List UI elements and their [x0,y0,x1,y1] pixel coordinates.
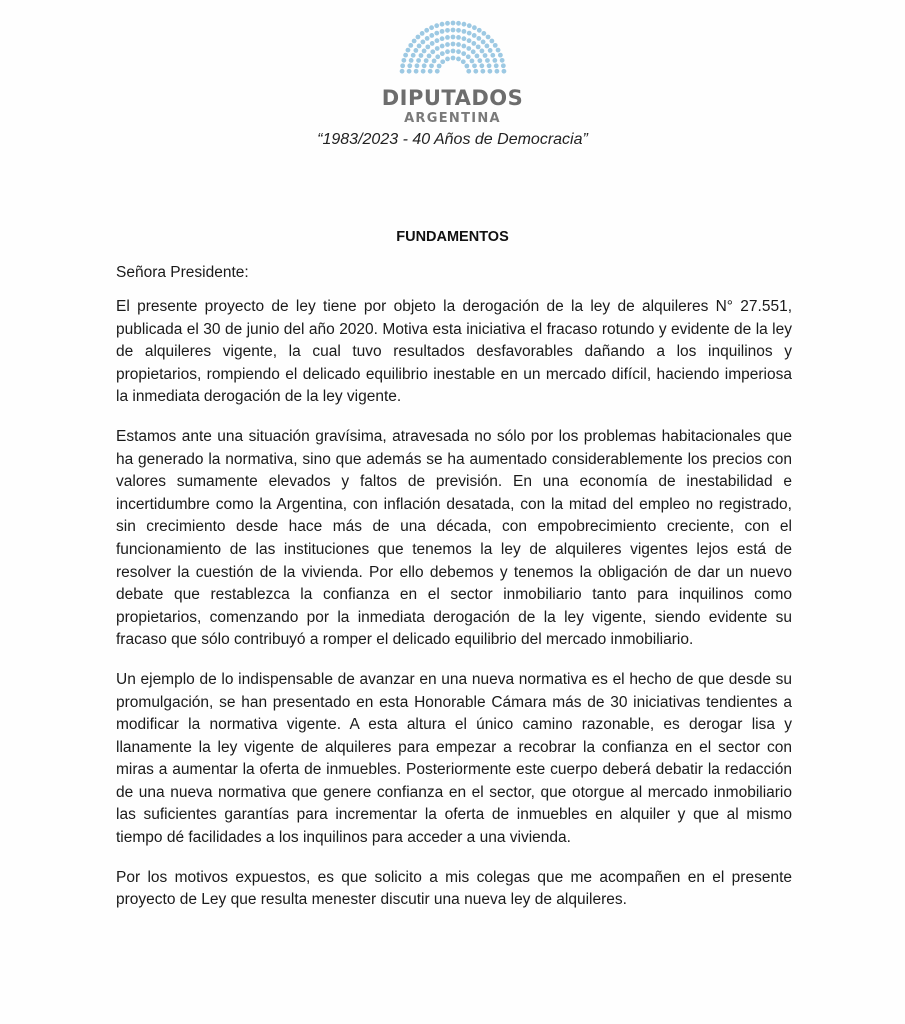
motto: “1983/2023 - 40 Años de Democracia” [317,131,588,148]
salutation: Señora Presidente: [116,264,249,281]
paragraph-2: Estamos ante una situación gravísima, atravesada no sólo por los problemas habitacionales que ha generado la normativa, sino que además se ha aumentado considerablemente los precios con valores sumamente elevados y faltos de previsión. En una economía de inestabilidad e incertidumbre como la Argentina, con inflación desatada, con la mitad del empleo no registrado, sin crecimiento desde hace más de una década, con empobrecimiento creciente, con el funcionamiento de las instituciones que tenemos la ley de alquileres vigentes lejos está de resolver la cuestión de la vivienda. Por ello debemos y tenemos la obligación de dar un nuevo debate que restablezca la confianza en el sector inmobiliario tanto para inquilinos como propietarios, comenzando por la inmediata derogación de la ley vigente, siendo evidente su fracaso que sólo contribuyó a romper el delicado equilibrio del mercado inmobiliario. [116,427,792,649]
letterhead [0,14,905,127]
paragraph-4: Por los motivos expuestos, es que solicito a mis colegas que me acompañen en el presente proyecto de Ley que resulta menester discutir una nueva ley de alquileres. [116,868,792,909]
paragraph-1: El presente proyecto de ley tiene por objeto la derogación de la ley de alquileres N° 27.551, publicada el 30 de junio del año 2020. Motiva esta iniciativa el fracaso rotundo y evidente de la ley de alquileres vigente, la cual tuvo resultados desfavorables dañando a los inquilinos y propietarios, rompiendo el delicado equilibrio inestable en un mercado difícil, haciendo imperiosa la inmediata derogación de la ley vigente. [116,298,792,406]
brand-name: DIPUTADOS [381,86,524,110]
document-title: FUNDAMENTOS [396,229,509,245]
hemicycle-seal-icon [398,14,508,76]
document-body [116,296,792,929]
paragraph-3: Un ejemplo de lo indispensable de avanzar en una nueva normativa es el hecho de que desde su promulgación, se han presentado en esta Honorable Cámara más de 30 iniciativas tendientes a modificar la normativa vigente. A esta altura el único camino razonable, es derogar lisa y llanamente la ley vigente de alquileres para empezar a recobrar la confianza en el sector con miras a aumentar la oferta de inmuebles. Posteriormente este cuerpo deberá debatir la redacción de una nueva normativa que genere confianza en el sector, que otorgue al mercado inmobiliario las suficientes garantías para incrementar la oferta de inmuebles en alquiler y que al mismo tiempo dé facilidades a los inquilinos para acceder a una vivienda. [116,670,792,847]
brand-country: ARGENTINA [404,111,501,126]
